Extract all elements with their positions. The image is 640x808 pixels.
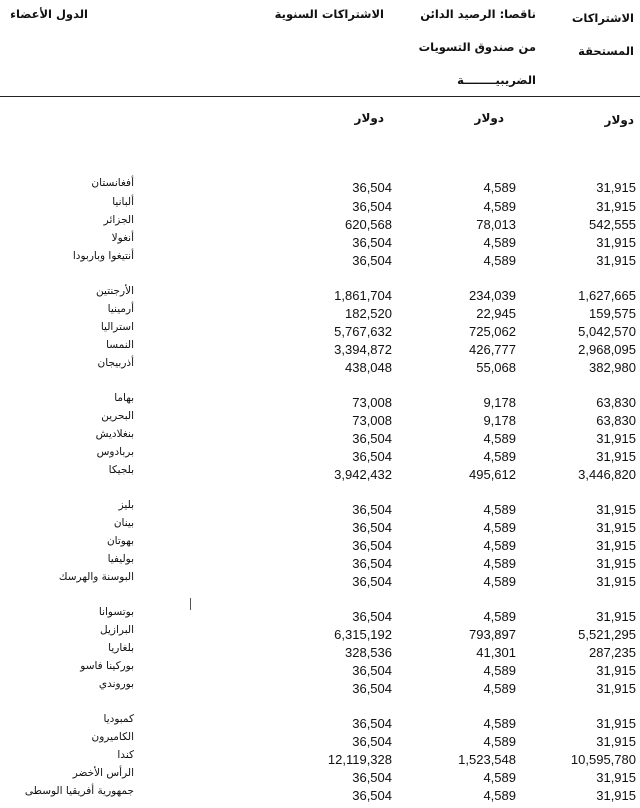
annual-contribution: 36,504 [352,609,392,624]
tax-credit: 4,589 [483,788,516,803]
country-name: الجزائر [103,214,134,226]
annual-contribution: 36,504 [352,180,392,195]
tax-credit: 41,301 [476,645,516,660]
header-due-line1: الاشتراكات [571,11,634,25]
net-contribution: 159,575 [589,306,636,321]
annual-contribution: 12,119,328 [327,752,392,767]
net-contribution: 63,830 [596,413,636,428]
tax-credit: 4,589 [483,770,516,785]
table-row [0,517,640,534]
tax-credit: 4,589 [483,431,516,446]
annual-contribution: 36,504 [352,788,392,803]
country-name: أذربيجان [97,357,134,369]
table-row [0,392,640,409]
annual-contribution: 5,767,632 [334,324,392,339]
net-contribution: 31,915 [596,431,636,446]
annual-contribution: 3,394,872 [334,342,392,357]
country-name: بينان [113,517,134,529]
table-row [0,303,640,320]
country-name: بلغاريا [108,642,134,654]
tax-credit: 22,945 [476,306,516,321]
country-name: البحرين [101,410,134,422]
annual-contribution: 620,568 [345,217,392,232]
net-contribution: 31,915 [596,609,636,624]
net-contribution: 63,830 [596,395,636,410]
country-name: بلجيكا [108,464,134,476]
net-contribution: 31,915 [596,520,636,535]
tax-credit: 4,589 [483,574,516,589]
tax-credit: 4,589 [483,734,516,749]
annual-contribution: 36,504 [352,716,392,731]
annual-contribution: 36,504 [352,253,392,268]
annual-contribution: 36,504 [352,431,392,446]
table-row [0,767,640,784]
header-credit-line2: من صندوق التسويات [418,40,536,54]
country-name: بوتسوانا [98,606,134,618]
net-contribution: 31,915 [596,538,636,553]
net-contribution: 31,915 [596,770,636,785]
tax-credit: 426,777 [469,342,516,357]
header-divider [0,96,640,97]
country-name: البرازيل [100,624,134,636]
table-row [0,499,640,516]
annual-contribution: 73,008 [352,413,392,428]
country-name: استراليا [100,321,134,333]
net-contribution: 31,915 [596,253,636,268]
annual-contribution: 36,504 [352,520,392,535]
header-annual-contributions: الاشتراكات السنوية [274,7,384,21]
table-row [0,606,640,623]
table-row [0,285,640,302]
tax-credit: 495,612 [469,467,516,482]
table-row [0,196,640,213]
country-name: البوسنة والهرسك [58,571,134,583]
scan-mark [190,598,192,610]
net-contribution: 5,521,295 [578,627,636,642]
annual-contribution: 36,504 [352,199,392,214]
table-row [0,464,640,481]
net-contribution: 31,915 [596,199,636,214]
table-row [0,410,640,427]
annual-contribution: 73,008 [352,395,392,410]
tax-credit: 4,589 [483,520,516,535]
table-row [0,571,640,588]
net-contribution: 1,627,665 [578,288,636,303]
country-name: بنغلاديش [95,428,134,440]
country-name: بهاما [114,392,134,404]
net-contribution: 10,595,780 [570,752,636,767]
table-row [0,232,640,249]
header-due-line2: المستحقة [578,44,634,58]
net-contribution: 31,915 [596,788,636,803]
tax-credit: 4,589 [483,199,516,214]
country-name: الكاميرون [91,731,134,743]
country-name: الرأس الأخضر [72,767,134,779]
country-name: بليز [118,499,134,511]
tax-credit: 4,589 [483,449,516,464]
tax-credit: 4,589 [483,180,516,195]
tax-credit: 793,897 [469,627,516,642]
country-name: أنتيغوا وباربودا [72,250,134,262]
currency-annual: دولار [354,111,384,125]
tax-credit: 4,589 [483,609,516,624]
table-row [0,535,640,552]
table-row [0,678,640,695]
annual-contribution: 36,504 [352,734,392,749]
annual-contribution: 36,504 [352,235,392,250]
net-contribution: 5,042,570 [578,324,636,339]
net-contribution: 31,915 [596,502,636,517]
country-name: كندا [117,749,134,761]
tax-credit: 4,589 [483,663,516,678]
net-contribution: 2,968,095 [578,342,636,357]
header-credit-line3: الضريبيــــــــة [457,73,536,87]
net-contribution: 31,915 [596,663,636,678]
annual-contribution: 36,504 [352,502,392,517]
net-contribution: 31,915 [596,235,636,250]
net-contribution: 3,446,820 [578,467,636,482]
country-name: بهوتان [106,535,134,547]
header-member-states: الدول الأعضاء [10,7,88,21]
table-row [0,642,640,659]
tax-credit: 4,589 [483,556,516,571]
tax-credit: 4,589 [483,538,516,553]
country-name: كمبوديا [103,713,134,725]
country-name: بوروندي [98,678,134,690]
annual-contribution: 328,536 [345,645,392,660]
country-name: ألبانيا [112,196,134,208]
tax-credit: 234,039 [469,288,516,303]
table-row [0,785,640,802]
table-row [0,214,640,231]
table-row [0,321,640,338]
table-row [0,624,640,641]
tax-credit: 4,589 [483,681,516,696]
annual-contribution: 6,315,192 [334,627,392,642]
country-name: بوليفيا [107,553,134,565]
table-row [0,731,640,748]
annual-contribution: 36,504 [352,556,392,571]
net-contribution: 31,915 [596,449,636,464]
annual-contribution: 3,942,432 [334,467,392,482]
annual-contribution: 36,504 [352,770,392,785]
header-credit-line1: ناقصا: الرصيد الدائن [420,7,536,21]
net-contribution: 31,915 [596,681,636,696]
table-row [0,713,640,730]
annual-contribution: 36,504 [352,574,392,589]
table-row [0,339,640,356]
annual-contribution: 182,520 [345,306,392,321]
tax-credit: 55,068 [476,360,516,375]
annual-contribution: 1,861,704 [334,288,392,303]
tax-credit: 9,178 [483,413,516,428]
country-name: بوركينا فاسو [80,660,134,672]
tax-credit: 4,589 [483,235,516,250]
net-contribution: 31,915 [596,574,636,589]
annual-contribution: 36,504 [352,449,392,464]
country-name: بربادوس [96,446,134,458]
net-contribution: 31,915 [596,734,636,749]
currency-credit: دولار [474,111,504,125]
table-row [0,250,640,267]
annual-contribution: 438,048 [345,360,392,375]
table-row [0,177,640,194]
table-row [0,357,640,374]
country-name: جمهورية أفريقيا الوسطى [24,785,134,797]
tax-credit: 725,062 [469,324,516,339]
country-name: أنغولا [111,232,134,244]
tax-credit: 78,013 [476,217,516,232]
annual-contribution: 36,504 [352,681,392,696]
tax-credit: 1,523,548 [458,752,516,767]
country-name: أفغانستان [91,177,134,189]
net-contribution: 31,915 [596,716,636,731]
tax-credit: 4,589 [483,716,516,731]
net-contribution: 287,235 [589,645,636,660]
net-contribution: 31,915 [596,180,636,195]
annual-contribution: 36,504 [352,663,392,678]
tax-credit: 4,589 [483,253,516,268]
table-row [0,660,640,677]
table-row [0,749,640,766]
tax-credit: 9,178 [483,395,516,410]
table-row [0,446,640,463]
country-name: أرمينيا [107,303,134,315]
country-name: الأرجنتين [96,285,134,297]
country-name: النمسا [106,339,134,351]
table-row [0,553,640,570]
net-contribution: 542,555 [589,217,636,232]
table-row [0,428,640,445]
annual-contribution: 36,504 [352,538,392,553]
net-contribution: 382,980 [589,360,636,375]
net-contribution: 31,915 [596,556,636,571]
tax-credit: 4,589 [483,502,516,517]
currency-due: دولار [604,113,634,127]
